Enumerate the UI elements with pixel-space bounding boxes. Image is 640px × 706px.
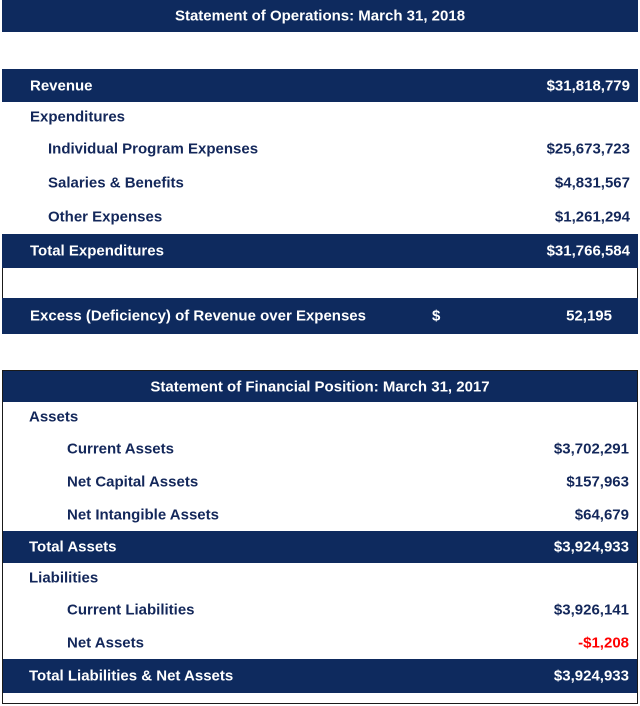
- operations-title-row: [2, 0, 638, 32]
- expense-value: $1,261,294: [554, 208, 630, 226]
- statement-of-financial-position: [2, 370, 638, 704]
- total-expenditures-row: [2, 234, 638, 268]
- asset-row: [3, 498, 637, 531]
- financial-title: Statement of Financial Position: March 31, 2017: [150, 378, 490, 395]
- asset-value: $157,963: [566, 473, 629, 490]
- expense-label: Other Expenses: [48, 208, 163, 226]
- total-expenditures-label: Total Expenditures: [30, 242, 164, 260]
- expense-value: $25,673,723: [546, 140, 630, 158]
- expense-label: Individual Program Expenses: [48, 140, 259, 158]
- asset-value: $3,702,291: [553, 440, 629, 457]
- total-assets-label: Total Assets: [29, 538, 117, 556]
- liability-label: Net Assets: [67, 634, 144, 651]
- liability-row: [3, 626, 637, 659]
- expense-row: [2, 166, 638, 200]
- expense-label: Salaries & Benefits: [48, 174, 184, 192]
- asset-row: [3, 432, 637, 465]
- liability-label: Current Liabilities: [67, 601, 195, 618]
- excess-row: [2, 298, 638, 334]
- spacer-row: [2, 268, 638, 298]
- expense-row: [2, 132, 638, 166]
- expense-value: $4,831,567: [554, 174, 630, 192]
- expenditures-header-row: [2, 102, 638, 132]
- asset-label: Net Intangible Assets: [67, 506, 219, 523]
- asset-row: [3, 465, 637, 498]
- liability-row: [3, 593, 637, 626]
- revenue-row: [2, 69, 638, 102]
- revenue-label: Revenue: [30, 77, 93, 94]
- asset-label: Current Assets: [67, 440, 174, 457]
- assets-header-row: [3, 402, 637, 432]
- excess-label: Excess (Deficiency) of Revenue over Expenses: [30, 307, 366, 325]
- revenue-value: $31,818,779: [546, 77, 630, 94]
- spacer-row: [2, 32, 638, 69]
- liability-value: $3,926,141: [553, 601, 629, 618]
- liabilities-header-row: [3, 563, 637, 593]
- financial-title-row: [3, 371, 637, 402]
- statement-of-operations: [2, 0, 638, 334]
- expense-row: [2, 200, 638, 234]
- excess-currency: $: [432, 307, 441, 325]
- excess-value: 52,195: [566, 307, 612, 325]
- liabilities-label: Liabilities: [29, 569, 99, 587]
- total-liabilities-row: [3, 659, 637, 693]
- total-assets-row: [3, 531, 637, 563]
- total-expenditures-value: $31,766,584: [546, 242, 630, 260]
- assets-label: Assets: [29, 408, 79, 426]
- expenditures-label: Expenditures: [30, 108, 126, 126]
- operations-title: Statement of Operations: March 31, 2018: [174, 7, 466, 25]
- total-assets-value: $3,924,933: [553, 538, 629, 556]
- asset-label: Net Capital Assets: [67, 473, 199, 490]
- asset-value: $64,679: [574, 506, 629, 523]
- total-liabilities-label: Total Liabilities & Net Assets: [29, 667, 234, 685]
- total-liabilities-value: $3,924,933: [553, 667, 629, 685]
- net-assets-value: -$1,208: [578, 634, 629, 651]
